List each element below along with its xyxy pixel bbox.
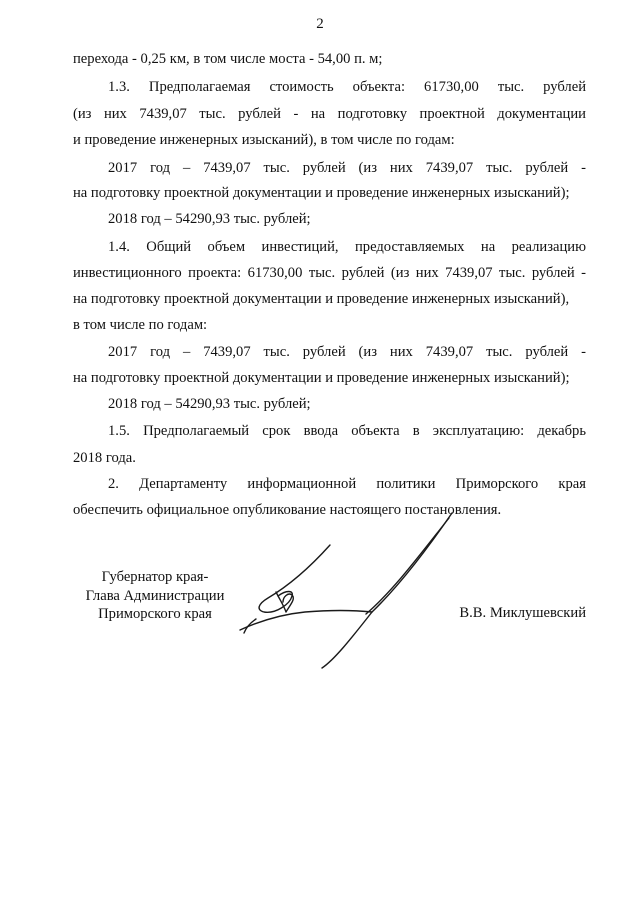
text-line: на подготовку проектной документации и проведение инженерных изысканий), — [73, 291, 570, 307]
text-line: в том числе по годам: — [73, 317, 208, 333]
text-line: на подготовку проектной документации и проведение инженерных изысканий); — [73, 370, 570, 386]
text-line: 2018 год – 54290,93 тыс. рублей; — [108, 211, 311, 227]
text-line: (из них 7439,07 тыс. рублей - на подготовку проектной документации — [73, 106, 586, 122]
text-line: 2017 год – 7439,07 тыс. рублей (из них 7439,07 тыс. рублей - — [108, 160, 586, 176]
text-line: обеспечить официальное опубликование настоящего постановления. — [73, 502, 502, 518]
signatory-title-line: Глава Администрации — [85, 587, 225, 604]
text-line: 1.5. Предполагаемый срок ввода объекта в эксплуатацию: декабрь — [108, 423, 586, 439]
text-line: 2018 года. — [73, 450, 136, 466]
signatory-name: В.В. Миклушевский — [459, 605, 586, 621]
text-line: 2018 год – 54290,93 тыс. рублей; — [108, 396, 311, 412]
text-line: 1.3. Предполагаемая стоимость объекта: 61730,00 тыс. рублей — [108, 79, 586, 95]
text-line: 1.4. Общий объем инвестиций, предоставляемых на реализацию — [108, 239, 586, 255]
signatory-title-line: Губернатор края- — [101, 569, 209, 585]
text-line: инвестиционного проекта: 61730,00 тыс. рублей (из них 7439,07 тыс. рублей - — [73, 265, 586, 281]
text-line: 2. Департаменту информационной политики Приморского края — [108, 476, 586, 492]
text-line: на подготовку проектной документации и проведение инженерных изысканий); — [73, 185, 570, 201]
text-line: перехода - 0,25 км, в том числе моста - 54,00 п. м; — [73, 51, 383, 67]
page-number: 2 — [316, 16, 324, 32]
text-line: и проведение инженерных изысканий), в том числе по годам: — [73, 132, 455, 148]
text-line: 2017 год – 7439,07 тыс. рублей (из них 7439,07 тыс. рублей - — [108, 344, 586, 360]
signatory-title-line: Приморского края — [98, 606, 212, 622]
